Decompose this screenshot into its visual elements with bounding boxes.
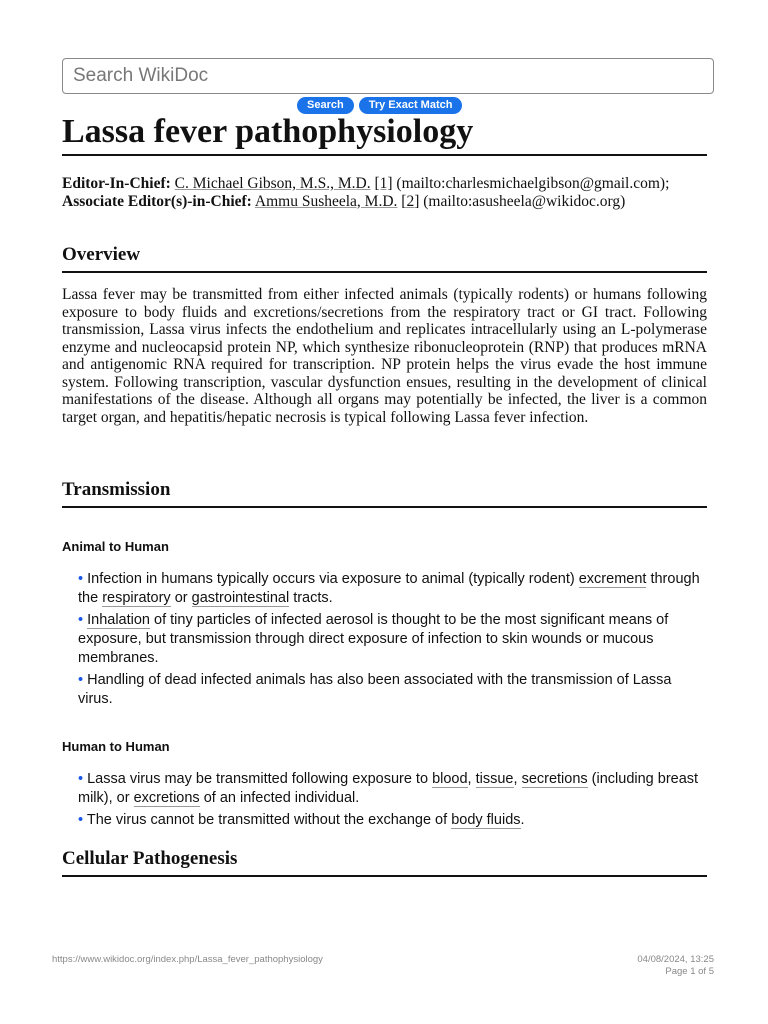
footer-meta [637, 954, 714, 978]
link-excrement[interactable]: excrement [578, 571, 647, 587]
text: Lassa virus may be transmitted following exposure to [87, 771, 433, 787]
list-item [78, 570, 703, 608]
list-item [78, 611, 703, 668]
search-button[interactable]: Search [297, 97, 354, 114]
text: , [467, 771, 476, 787]
overview-heading: Overview [62, 244, 707, 273]
text: (including breast milk), or [78, 771, 699, 806]
text: of tiny particles of infected aerosol is thought to be the most significant means of exposure, but transmission through direct exposure of infection to skin wounds or mucous membranes. [78, 612, 669, 666]
link-secretions[interactable]: secretions [521, 771, 588, 787]
editor-credits [62, 175, 707, 210]
link-gastrointestinal[interactable]: gastrointestinal [191, 590, 290, 606]
text: or [170, 590, 192, 606]
animal-to-human-heading: Animal to Human [62, 539, 169, 554]
transmission-heading: Transmission [62, 479, 707, 508]
text: tracts. [289, 590, 333, 606]
aeic-mail: (mailto:asusheela@wikidoc.org) [423, 192, 626, 210]
exact-match-button[interactable]: Try Exact Match [359, 97, 463, 114]
eic-mail: (mailto:charlesmichaelgibson@gmail.com) [396, 175, 666, 192]
bullet-glyph: • [78, 672, 84, 688]
human-to-human-heading: Human to Human [62, 739, 170, 754]
text: of an infected individual. [199, 790, 360, 806]
footer-date: 04/08/2024, 13:25 [637, 954, 714, 965]
text: Handling of dead infected animals has also been associated with the transmission of Lassa virus. [78, 672, 672, 707]
eic-label: Editor-In-Chief: [62, 175, 171, 192]
list-item [78, 770, 703, 808]
text: through the [78, 571, 700, 606]
footer-url: https://www.wikidoc.org/index.php/Lassa_fever_pathophysiology [52, 954, 323, 965]
text: . [520, 812, 525, 828]
link-inhalation[interactable]: Inhalation [87, 612, 150, 628]
animal-to-human-list [78, 570, 703, 712]
footer-page: Page 1 of 5 [665, 966, 714, 977]
credits-sep: ; [665, 175, 670, 192]
search-input[interactable]: Search WikiDoc [62, 58, 714, 94]
page-title: Lassa fever pathophysiology [62, 110, 707, 156]
list-item [78, 811, 703, 830]
text: , [513, 771, 522, 787]
link-blood[interactable]: blood [432, 771, 468, 787]
overview-text: Lassa fever may be transmitted from either infected animals (typically rodents) or humans following exposure to body fluids and excretions/secretions from the respiratory tract or GI tract. Following transmission, Lassa virus infects the endothelium and replicates intracellularly using an L-polymerase enzyme and nucleocapsid protein NP, which synthesize ribonucleoprotein (RNP) that produces mRNA and antigenomic RNA required for transcription. NP protein helps the virus evade the host immune system. Following transcription, vascular dysfunction ensues, resulting in the development of clinical manifestations of the disease. Although all organs may potentially be infected, the liver is a common target organ, and hepatitis/hepatic necrosis is typical following Lassa fever infection. [62, 286, 707, 426]
bullet-glyph: • [78, 612, 84, 628]
aeic-label: Associate Editor(s)-in-Chief: [62, 192, 252, 210]
link-excretions[interactable]: excretions [133, 790, 200, 806]
list-item [78, 671, 703, 709]
bullet-glyph: • [78, 771, 84, 787]
bullet-glyph: • [78, 812, 84, 828]
eic-ref-link[interactable]: [1] [374, 175, 393, 192]
aeic-name-link[interactable]: Ammu Susheela, M.D. [254, 192, 398, 210]
human-to-human-list [78, 770, 703, 833]
text: Infection in humans typically occurs via exposure to animal (typically rodent) [87, 571, 579, 587]
link-body-fluids[interactable]: body fluids [451, 812, 521, 828]
eic-name-link[interactable]: C. Michael Gibson, M.S., M.D. [174, 175, 371, 192]
cellular-pathogenesis-heading: Cellular Pathogenesis [62, 848, 707, 877]
link-respiratory[interactable]: respiratory [102, 590, 171, 606]
link-tissue[interactable]: tissue [475, 771, 514, 787]
text: The virus cannot be transmitted without the exchange of [86, 812, 452, 828]
aeic-ref-link[interactable]: [2] [401, 192, 420, 210]
bullet-glyph: • [78, 571, 84, 587]
